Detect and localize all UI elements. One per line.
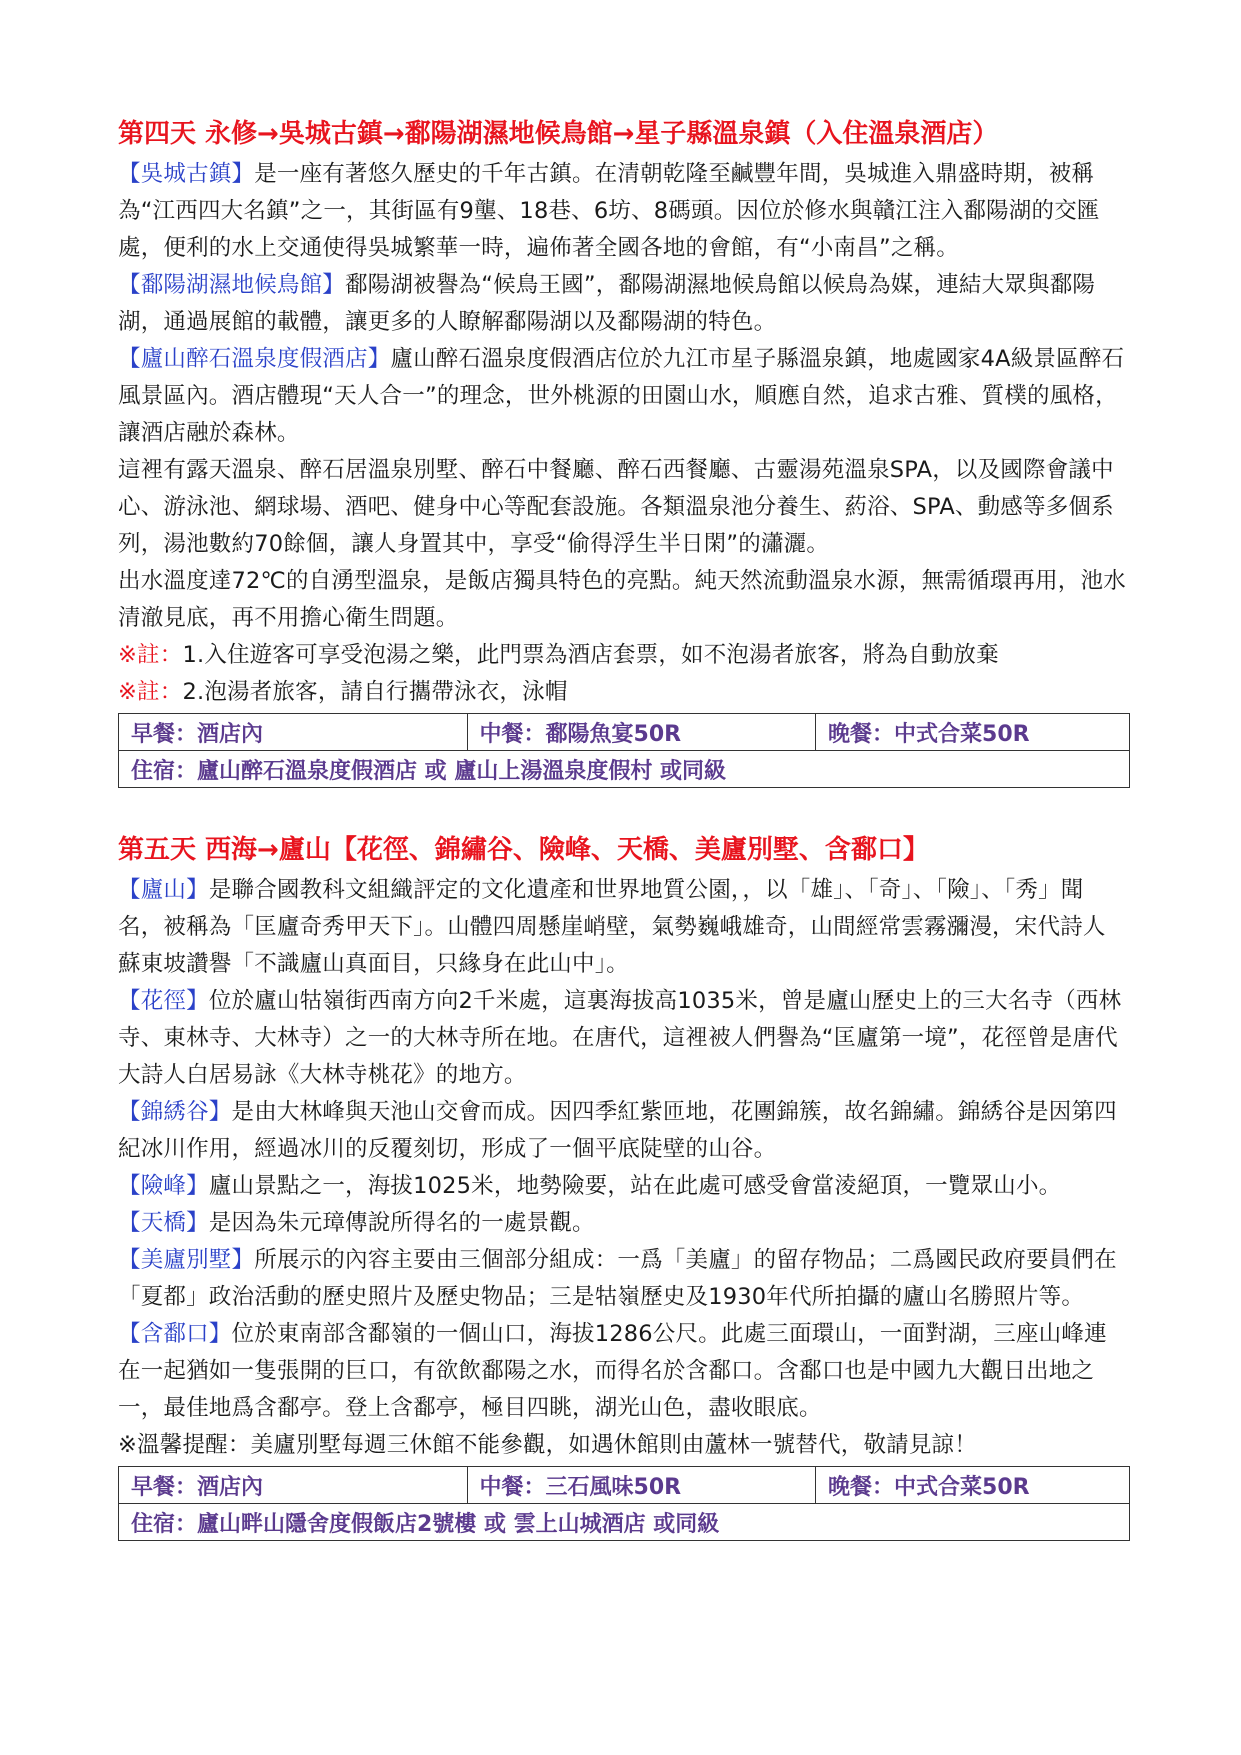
day5-reminder: ※溫馨提醒：美廬別墅每週三休館不能參觀，如遇休館則由蘆林一號替代，敬請見諒！: [118, 1432, 977, 1458]
day5-meals-table: [118, 1466, 1130, 1541]
paragraph-text: 是聯合國教科文組織評定的文化遺產和世界地質公園，，以「雄」、「奇」、「險」、「秀」聞名，被稱為「匡廬奇秀甲天下」。山體四周懸崖峭壁，氣勢巍峨雄奇，山間經常雲霧瀰漫，宋代詩人蘇東坡讚譽「不識廬山真面目，只緣身在此山中」。: [118, 877, 1106, 977]
paragraph-text: 位於東南部含鄱嶺的一個山口，海拔1286公尺。此處三面環山，一面對湖，三座山峰連在一起猶如一隻張開的巨口，有欲飲鄱陽之水，而得名於含鄱口。含鄱口也是中國九大觀日出地之一，最佳地爲含鄱亭。登上含鄱亭，極目四眺，湖光山色，盡收眼底。: [118, 1321, 1107, 1421]
day5-tianqiao-paragraph: [118, 1205, 1128, 1242]
day5-lushan-paragraph: [118, 872, 1128, 983]
day4-title: 第四天 永修→吳城古鎮→鄱陽湖濕地候鳥館→星子縣溫泉鎮（入住溫泉酒店）: [118, 119, 999, 149]
paragraph-text: 是由大林峰與天池山交會而成。因四季紅紫匝地，花團錦簇，故名錦繡。錦綉谷是因第四紀冰川作用，經過冰川的反覆刻切，形成了一個平底陡壁的山谷。: [118, 1099, 1117, 1162]
paragraph-text: 是一座有著悠久歷史的千年古鎮。在清朝乾隆至鹹豐年間，吳城進入鼎盛時期，被稱為“江西四大名鎮”之一，其街區有9壟、18巷、6坊、8碼頭。因位於修水與贛江注入鄱陽湖的交匯處，便利的水上交通使得吳城繁華一時，遍佈著全國各地的會館，有“小南昌”之稱。: [118, 161, 1100, 261]
lunch-cell: 中餐：鄱陽魚宴50R: [467, 714, 816, 751]
attraction-tag: 【錦綉谷】: [118, 1099, 232, 1125]
paragraph-text: 位於廬山牯嶺街西南方向2千米處，這裏海拔高1035米，曾是廬山歷史上的三大名寺（西林寺、東林寺、大林寺）之一的大林寺所在地。在唐代，這裡被人們譽為“匡廬第一境”，花徑曾是唐代大詩人白居易詠《大林寺桃花》的地方。: [118, 988, 1122, 1088]
hotel-cell: 住宿：廬山醉石溫泉度假酒店 或 廬山上湯溫泉度假村 或同級: [119, 751, 1130, 788]
day4-note-1: [118, 637, 1128, 674]
attraction-tag: 【險峰】: [118, 1173, 209, 1199]
note-mark: ※註：: [118, 679, 183, 705]
day4-hotel-paragraph: [118, 341, 1128, 452]
day4-hotspring-paragraph: 出水溫度達72℃的自湧型溫泉，是飯店獨具特色的亮點。純天然流動溫泉水源，無需循環再用，池水清澈見底，再不用擔心衛生問題。: [118, 568, 1126, 631]
meals-row: [119, 1467, 1130, 1504]
attraction-tag: 【含鄱口】: [118, 1321, 232, 1347]
note-text: 2.泡湯者旅客，請自行攜帶泳衣，泳帽: [182, 679, 568, 705]
day5-jinxiugu-paragraph: [118, 1094, 1128, 1168]
paragraph-text: 是因為朱元璋傳說所得名的一處景觀。: [208, 1210, 595, 1236]
paragraph-text: 所展示的內容主要由三個部分組成：一爲「美廬」的留存物品；二爲國民政府要員們在「夏都」政治活動的歷史照片及歷史物品；三是牯嶺歷史及1930年代所拍攝的廬山名勝照片等。: [118, 1247, 1117, 1310]
day5-title: 第五天 西海→廬山【花徑、錦繡谷、險峰、天橋、美廬別墅、含鄱口】: [118, 835, 929, 865]
hotel-row: [119, 751, 1130, 788]
lunch-cell: 中餐：三石風味50R: [467, 1467, 816, 1504]
note-mark: ※註：: [118, 642, 183, 668]
day5-hanpokou-paragraph: [118, 1316, 1128, 1427]
day4-note-2: [118, 674, 1128, 711]
day4-bird-museum-paragraph: [118, 267, 1128, 341]
day4-meals-table: [118, 713, 1130, 788]
note-text: 1.入住遊客可享受泡湯之樂，此門票為酒店套票，如不泡湯者旅客，將為自動放棄: [182, 642, 999, 668]
attraction-tag: 【廬山】: [118, 877, 209, 903]
paragraph-text: 廬山醉石溫泉度假酒店位於九江市星子縣溫泉鎮，地處國家4A級景區醉石風景區內。酒店體現“天人合一”的理念，世外桃源的田園山水，順應自然，追求古雅、質樸的風格，讓酒店融於森林。: [118, 346, 1125, 446]
day5-meilu-paragraph: [118, 1242, 1128, 1316]
attraction-tag: 【廬山醉石溫泉度假酒店】: [118, 346, 391, 372]
dinner-cell: 晚餐：中式合菜50R: [816, 1467, 1130, 1504]
itinerary-page: [118, 112, 1128, 1541]
day4-facilities-paragraph: 這裡有露天溫泉、醉石居溫泉別墅、醉石中餐廳、醉石西餐廳、古靈湯苑溫泉SPA，以及國際會議中心、游泳池、網球場、酒吧、健身中心等配套設施。各類溫泉池分養生、葯浴、SPA、動感等多個系列，湯池數約70餘個，讓人身置其中，享受“偷得浮生半日閑”的瀟灑。: [118, 457, 1114, 557]
day4-wucheng-paragraph: [118, 156, 1128, 267]
day5-huajing-paragraph: [118, 983, 1128, 1094]
dinner-cell: 晚餐：中式合菜50R: [816, 714, 1130, 751]
meals-row: [119, 714, 1130, 751]
paragraph-text: 廬山景點之一，海拔1025米，地勢險要，站在此處可感受會當淩絕頂，一覽眾山小。: [208, 1173, 1062, 1199]
hotel-cell: 住宿：廬山畔山隱舍度假飯店2號樓 或 雲上山城酒店 或同級: [119, 1504, 1130, 1541]
breakfast-cell: 早餐：酒店內: [119, 1467, 468, 1504]
breakfast-cell: 早餐：酒店內: [119, 714, 468, 751]
attraction-tag: 【美廬別墅】: [118, 1247, 255, 1273]
section-spacer: [118, 788, 1128, 828]
attraction-tag: 【吳城古鎮】: [118, 161, 255, 187]
hotel-row: [119, 1504, 1130, 1541]
paragraph-text: 鄱陽湖被譽為“候鳥王國”，鄱陽湖濕地候鳥館以候鳥為媒，連結大眾與鄱陽湖，通過展館的載體，讓更多的人瞭解鄱陽湖以及鄱陽湖的特色。: [118, 272, 1096, 335]
attraction-tag: 【天橋】: [118, 1210, 209, 1236]
attraction-tag: 【花徑】: [118, 988, 209, 1014]
day5-xianfeng-paragraph: [118, 1168, 1128, 1205]
attraction-tag: 【鄱陽湖濕地候鳥館】: [118, 272, 346, 298]
